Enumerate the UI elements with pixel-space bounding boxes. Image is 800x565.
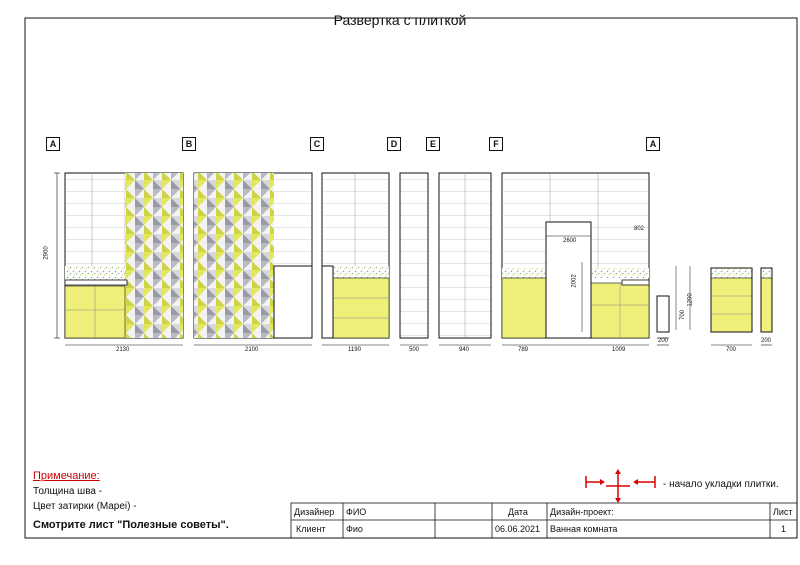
tb-sheet-label: Лист [773,507,793,517]
dim-width-niche3: 200 [761,338,772,344]
tb-designer-value: ФИО [346,507,367,517]
title-block [291,503,797,538]
tb-project-value: Ванная комната [550,524,618,534]
legend-text: - начало укладки плитки. [663,479,779,490]
dim-height: 2900 [43,246,50,260]
tb-client-value: Фио [346,524,363,534]
tb-date-value: 06.06.2021 [495,524,541,534]
wall-label-b: B [182,137,196,151]
note-line-2: Цвет затирки (Mapei) - [33,501,137,512]
wall-d [400,173,428,345]
wall-label-d: D [387,137,401,151]
dim-width-f1: 789 [518,347,529,353]
wall-label-e: E [426,137,440,151]
tb-project-label: Дизайн-проект: [550,507,614,517]
tb-designer-label: Дизайнер [294,507,335,517]
wall-b [194,173,312,345]
wall-label-a: A [46,137,60,151]
niche-elevations [657,266,772,345]
note-heading: Примечание: [33,470,100,482]
dim-door-width: 2600 [563,238,577,244]
tiling-start-arrows-icon [586,469,655,503]
tb-client-label: Клиент [296,524,326,534]
wall-label-c: C [310,137,324,151]
tb-date-label: Дата [508,507,528,517]
note-line-1: Толщина шва - [33,486,103,497]
dim-door-height: 2002 [571,274,578,288]
dim-width-e: 940 [459,347,470,353]
dim-width-d: 500 [409,347,420,353]
note-bold: Смотрите лист "Полезные советы". [33,519,229,531]
wall-label-a-right: A [646,137,660,151]
tb-sheet-value: 1 [781,524,787,534]
dim-width-niche1: 200 [658,338,669,344]
dim-width-b: 2100 [245,347,259,353]
dim-width-f2: 1009 [612,347,626,353]
dim-width-niche2: 700 [726,347,737,353]
dim-niche-low: 700 [680,309,687,321]
page-title: Развертка с плиткой [333,12,467,28]
wall-c [322,173,389,345]
dim-niche-height: 1200 [687,293,694,307]
wall-f [502,173,649,345]
wall-e [439,173,491,345]
dim-width-c: 1190 [348,347,361,353]
dim-width-a: 2130 [116,347,130,353]
wall-label-f: F [489,137,503,151]
wall-a-left [65,173,183,345]
dim-door-side: 802 [634,226,645,232]
